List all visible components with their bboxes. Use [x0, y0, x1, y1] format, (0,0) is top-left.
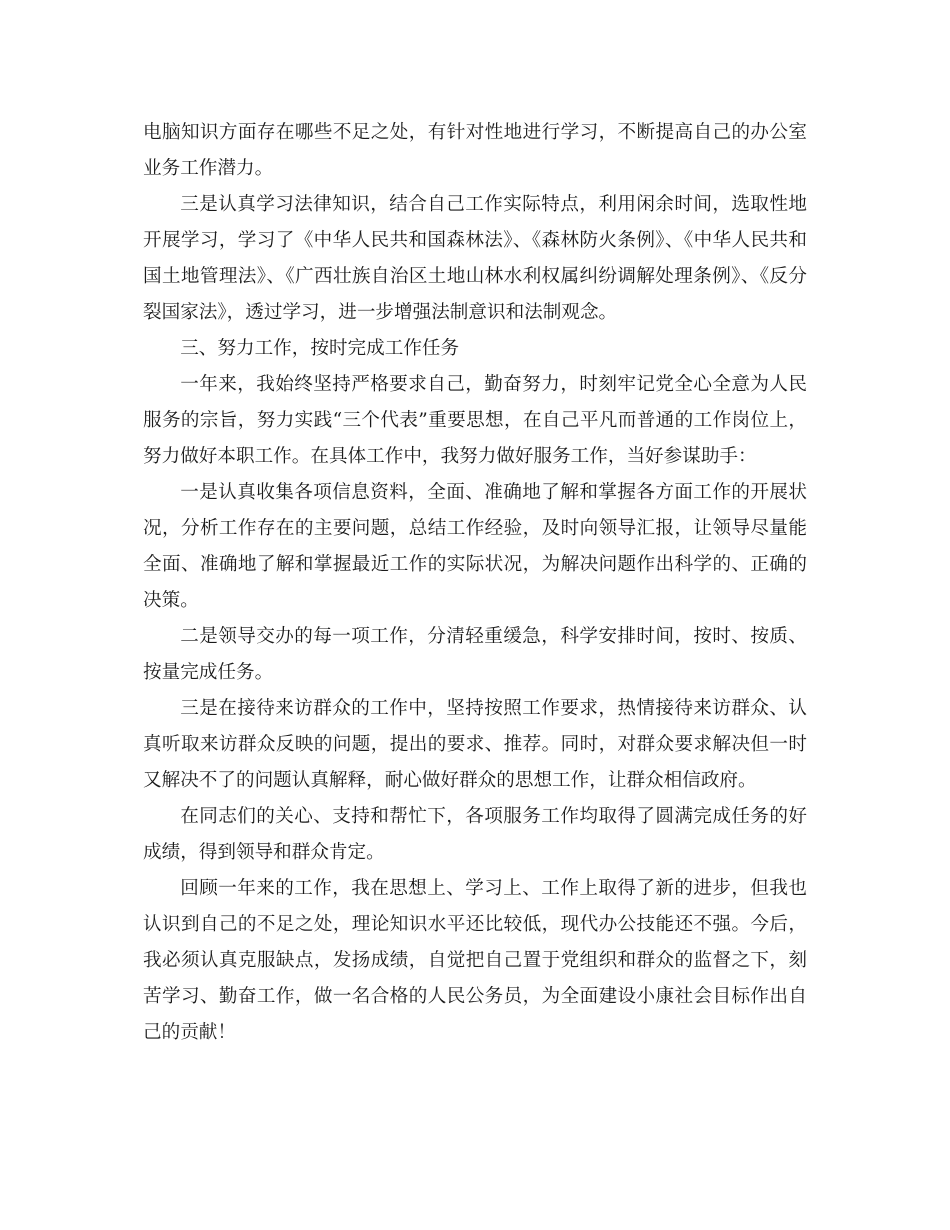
paragraph-year-summary: 一年来，我始终坚持严格要求自己，勤奋努力，时刻牢记党全心全意为人民服务的宗旨，努力实践“三个代表”重要思想，在自己平凡而普通的工作岗位上，努力做好本职工作。在具体工作中，我努力做好服务工作，当好参谋助手：: [143, 374, 807, 467]
paragraph-computer-skills: 电脑知识方面存在哪些不足之处，有针对性地进行学习，不断提高自己的办公室业务工作潜力。: [143, 122, 807, 179]
paragraph-achievements: 在同志们的关心、支持和帮忙下，各项服务工作均取得了圆满完成任务的好成绩，得到领导和群众肯定。: [143, 806, 807, 863]
paragraph-information-collection: 一是认真收集各项信息资料，全面、准确地了解和掌握各方面工作的开展状况，分析工作存在的主要问题，总结工作经验，及时向领导汇报，让领导尽量能全面、准确地了解和掌握最近工作的实际状况，为解决问题作出科学的、正确的决策。: [143, 482, 807, 611]
paragraph-legal-study: 三是认真学习法律知识，结合自己工作实际特点，利用闲余时间，选取性地开展学习，学习了《中华人民共和国森林法》、《森林防火条例》、《中华人民共和国土地管理法》、《广西壮族自治区土地山林水利权属纠纷调解处理条例》、《反分裂国家法》，透过学习，进一步增强法制意识和法制观念。: [143, 194, 807, 323]
document-body: [143, 115, 807, 1051]
paragraph-conclusion: 回顾一年来的工作，我在思想上、学习上、工作上取得了新的进步，但我也认识到自己的不足之处，理论知识水平还比较低，现代办公技能还不强。今后，我必须认真克服缺点，发扬成绩，自觉把自己置于党组织和群众的监督之下，刻苦学习、勤奋工作，做一名合格的人民公务员，为全面建设小康社会目标作出自己的贡献！: [143, 878, 807, 1043]
paragraph-assigned-tasks: 二是领导交办的每一项工作，分清轻重缓急，科学安排时间，按时、按质、按量完成任务。: [143, 626, 807, 683]
section-heading-work: 三、努力工作，按时完成工作任务: [180, 338, 460, 359]
paragraph-visitor-reception: 三是在接待来访群众的工作中，坚持按照工作要求，热情接待来访群众、认真听取来访群众反映的问题，提出的要求、推荐。同时，对群众要求解决但一时又解决不了的问题认真解释，耐心做好群众的思想工作，让群众相信政府。: [143, 698, 807, 791]
